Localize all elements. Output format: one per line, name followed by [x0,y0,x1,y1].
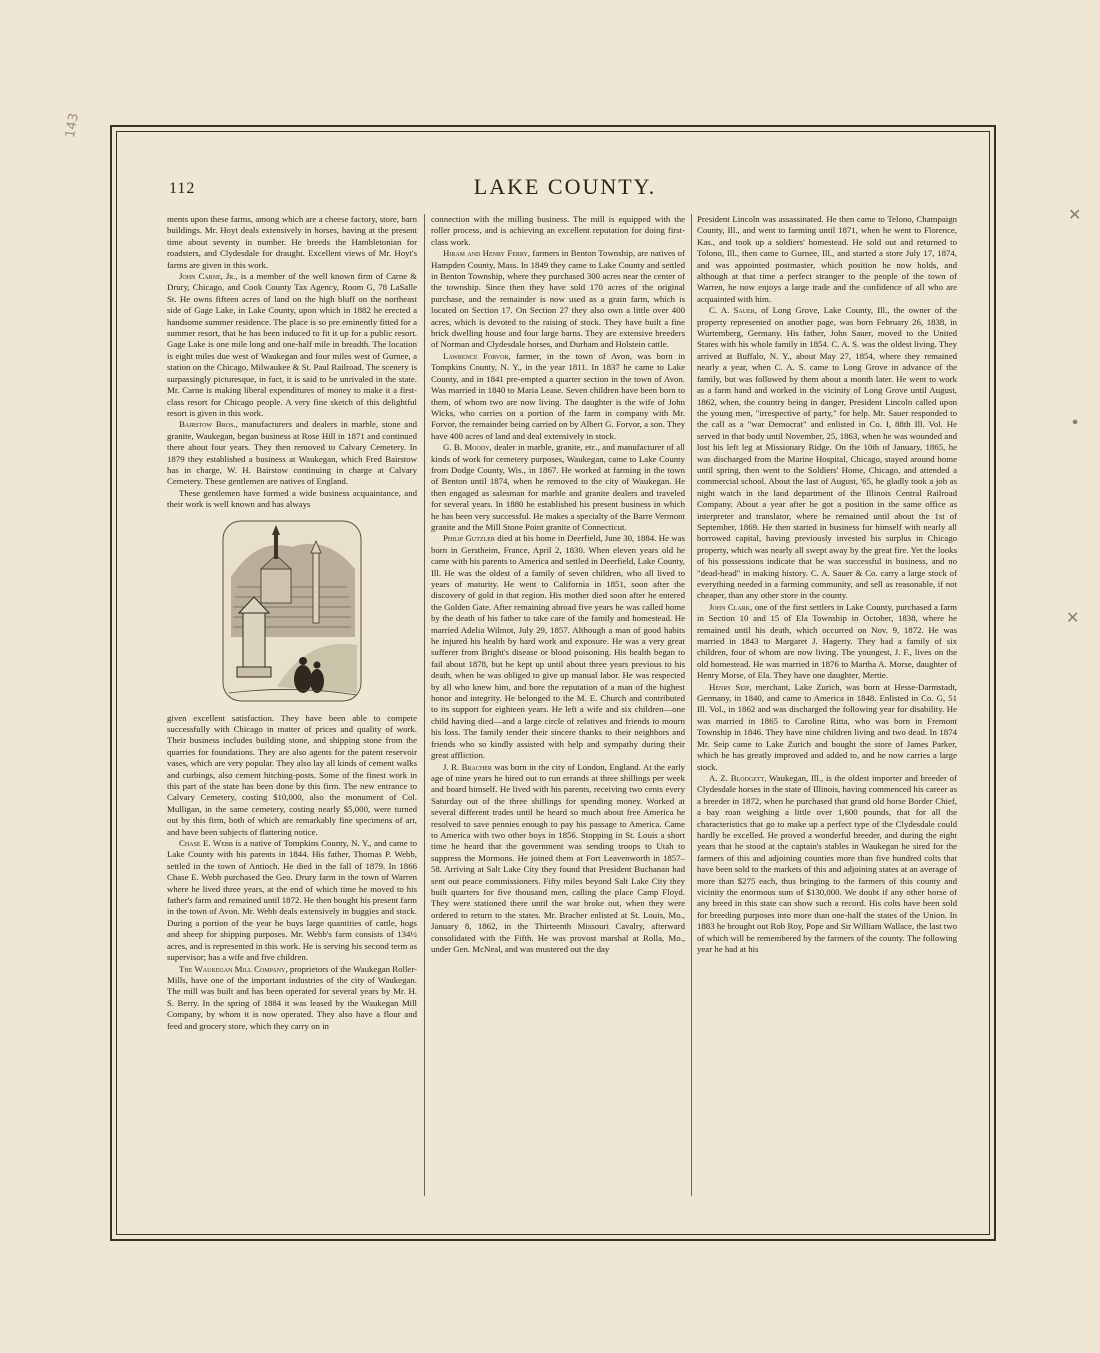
column-3 [697,214,957,1196]
entry-name: Philip Gutzler [443,533,495,544]
entry-text: was born in the city of London, England. At the early age of nine years he hired out to run errands at three shillings per week and board himself. He lived with his parents, receiving two cents every Saturday out of the three shillings for spending money. Worked at several different trades until he heard so much about free America he resolved to save pennies enough to pay his passage to America. Came to America with two other boys in 1856. Stopping in St. Louis a short time he heard that the government was sending troops to Utah to suppress the Mormons. He joined them at Fort Leavenworth in 1857–58. Arriving at Salt Lake City they found that President Buchanan had sent out peace commissioners. Fifty miles beyond Salt Lake City they built quarters for five thousand men, calling the place Camp Floyd. They were stationed there until the war broke out, when they were ordered to return to the states. Mr. Bracher enlisted at St. Louis, Mo., January 8, 1862, in the Thirteenth Missouri Cavalry, afterward consolidated with the Fifth. He was provost marshal at Rolla, Mo., under Gen. McNeal, and was mustered out the day [431,761,685,954]
entry-text: , proprietors of the Waukegan Roller-Mills, have one of the important industries of the city of Waukegan. The mill was built and has been operated for several years by Mr. H. S. Berry. In the spring of 1884 it was leased by the Waukegan Mill Company, by whom it is now operated. They also have a flour and feed and grocery store, which they carry on in [167,963,417,1031]
column-rule [424,214,425,1196]
text-columns [167,214,967,1196]
page-frame [110,125,996,1241]
page-frame-inner [116,131,990,1235]
entry-text: , dealer in marble, granite, etc., and manufacturer of all kinds of work for cemetery purposes, Waukegan, came to Lake County from Dodge County, Wis., in 1867. He worked at farming in the town of Benton until 1874, when he removed to the city of Waukegan. He then engaged as salesman for marble and granite dealers and traveled for several years. In 1880 he established his present business in which he has been very successful. He makes a specialty of the Barre Vermont granite and the Mill Stone Point granite of Connecticut. [431,442,685,532]
entry-text: , manufacturers and dealers in marble, stone and granite, Waukegan, began business at Rose Hill in 1871 and continued there about four years. They then removed to Calvary Cemetery. In 1879 they established a business at Waukegan, which Fred Bairstow has in charge, W. H. Bairstow continuing in charge at Calvary Cemetery. These gentlemen are natives of England. [167,419,417,487]
entry-name: Chase E. Webb [179,838,233,849]
entry-name: C. A. Sauer [709,305,755,316]
paragraph: connection with the milling business. The mill is equipped with the roller process, and is achieving an excellent reputation for doing first-class work. [431,214,685,247]
paragraph [697,602,957,682]
paragraph [431,351,685,442]
paragraph [167,838,417,963]
paragraph [167,271,417,419]
paragraph: given excellent satisfaction. They have been able to compete successfully with Chicago in matter of prices and quality of work. Their business includes building stone, and shipping stone from the quarries for foundations. They are also agents for the patent reservoir vases, which are very popular. They also lay all kinds of cement walks and curbings, also cement hitching-posts. Some of the finest work in this part of the state has been done by this firm. The new entrance to Calvary Cemetery, costing $10,000, also the monument of Col. Mulligan, in the same cemetery, costing nearly $5,000, were turned out by this firm, both of which are remarkably fine specimens of art, and have been subjects of flattering notice. [167,712,417,837]
margin-tab-mark: ✕ [1068,205,1082,224]
entry-name: Henry Seip [709,681,750,692]
paragraph [697,305,957,602]
entry-name: Lawrence Forvor [443,350,509,361]
entry-name: The Waukegan Mill Company [179,963,286,974]
paragraph [431,442,685,533]
entry-text: , Waukegan, Ill., is the oldest importer and breeder of Clydesdale horses in the state of Illinois, having commenced his career as a breeder in 1872, when he purchased that grand old horse Border Chief, a bay roan weighing a little over 1,600 pounds, that for all the characteristics that go to make up a perfect type of the Clydesdale could hardly be excelled. He proved a wonderful breeder, and during the eight years that he stood at the captain's stables in Waukegan he sired for the farmers of this and adjoining counties more than five hundred colts that have been sold to the markets of this and adjoining states at an average of more than $275 each, thus bringing to the farmers of this county and vicinity the enormous sum of $130,000. We doubt if any other horse of any breed in this state can show such a record. His colts have been sold for breeding purposes into more than one-half the states of the Union. In 1883 he brought out Rob Roy, Pope and Sir William Wallace, the last two of which will be remembered by the farmers of the county. The following year he had at his [697,772,957,954]
margin-tab-mark: ∙ [1070,412,1081,431]
entry-text: is a native of Tompkins County, N. Y., and came to Lake County with his parents in 1844. His father, Thomas P. Webb, settled in the town of Antioch. He died in the fall of 1879. In 1866 Chase E. Webb purchased the Geo. Drury farm in the town of Warren where he lived three years, at the end of which time he moved to his father's farm and remained until 1872. He then bought his present farm in the town of Avon. Mr. Webb deals extensively in buggies and stock. During a portion of the year he buys large quantities of cattle, hogs and sheep for shipping purposes. Mr. Webb's farm consists of 134½ acres, and is represented in this work. He is serving his second term as supervisor; has a wife and five children. [167,838,417,963]
entry-name: Bairstow Bros. [179,419,236,430]
entry-text: , farmers in Benton Township, are natives of Hampden County, Mass. In 1849 they came to Lake County and settled in Benton Township, where they purchased 300 acres near the center of the township. Since then they have sold 170 acres of the original purchase, and the remainder is now used as a grain farm, which is located on Section 17. On Section 27 they also own a little over 400 acres, which is devoted to the raising of stock. They have built a fine brick dwelling house and four large barns. They are extensive breeders of Norman and Clydesdale horses, and Durham and Holstein cattle. [431,248,685,350]
entry-name: Hiram and Henry Ferry [443,248,528,259]
entry-name: G. B. Moody [443,442,490,453]
page-number: 112 [169,180,196,197]
entry-name: John Carne, Jr. [179,271,236,282]
paragraph [697,773,957,956]
column-2 [431,214,685,1196]
paragraph [431,762,685,956]
paragraph: President Lincoln was assassinated. He then came to Telono, Champaign County, Ill., and went to farming until 1871, when he went to Florence, Kas., and took up a soldiers' homestead. He sold out and returned to Tolono, Ill., then came to Gurnee, Ill., and started a store July 17, 1874, and was appointed postmaster, which position he now holds, and although at that time a perfect stranger to the people of the town of Warren, he now enjoys a large trade and the confidence of all who are acquainted with him. [697,214,957,304]
cemetery-monument-engraving [217,517,367,705]
running-title: LAKE COUNTY. [473,174,657,199]
margin-pencil-note: 143 [62,111,82,140]
column-1 [167,214,417,1196]
entry-text: died at his home in Deerfield, June 30, 1884. He was born in Gerstheim, France, April 2, 1830. When eleven years old he came with his parents to America and settled in Deerfield, Lake County, Ill. He was the oldest of a family of seven children, who all lived to years of maturity. He went to California in 1851, soon after the discovery of gold in that region. His mother died soon after he entered the Golden Gate. After remaining abroad five years he was called home by the death of his father to take care of the family and homestead. He married Adelia Wilmot, July 29, 1857. Although a man of good habits he injured his health by hard work and exposure. He was a very great sufferer from Bright's disease or blood poisoning. His health began to fail about 1878, but he kept up until about three years previous to his death, when he was obliged to give up manual labor. He was respected by all who knew him, and bore the reputation of a man of the highest honor and integrity. He belonged to the M. E. Church and contributed to its support for eighteen years. He left a wife and six children—one child having died—and a large circle of relatives and friends to mourn his loss. The family tender their sincere thanks to their neighbors and friends who so kindly assisted with help and sympathy during their great affliction. [431,533,685,761]
entry-text: , farmer, in the town of Avon, was born in Tompkins County, N. Y., in the year 1811. In 1837 he came to Lake County, and in 1841 pre-empted a quarter section in the town of Avon. Was married in 1840 to Maria Lease. Seven children have been born to them, of whom two are now living. The daughter is the wife of John Wicks, who carries on a portion of the farm in company with Mr. Forvor, the remainder being carried on by Albert G. Forvor, a son. They have 400 acres of land and deal extensively in stock. [431,350,685,441]
entry-text: , of Long Grove, Lake County, Ill., the owner of the property represented on another page, was born February 26, 1838, in Wurtemberg, Germany. His father, John Sauer, moved to the United States with his whole family in 1854. C. A. S. was the oldest living. They arrived at Buffalo, N. Y., about May 27, 1854, where they remained nearly a year, when C. A. S. came to Long Grove in advance of the family, but was followed by them about a month later. He went to work as a farm hand and worked in the vicinity of Long Grove until August, 1862, when, the country being in danger, President Lincoln called upon the young men, "irrespective of party," for help. Mr. Sauer responded to the call as a "war Democrat" and enlisted in Co. I, 88th Ill. Vol. He served in that body until November, 25, 1863, when he was wounded and lost his left leg at Missionary Ridge. On the 10th of January, 1865, he was discharged from the Marine Hospital, Chicago, stayed around home until spring, then went to the Soldiers' Home, Chicago, and attended a commercial school. About the last of August, '65, he gladly took a job as night watch in the land department of the Illinois Central Railroad Company. About a year after he got a position in the same office as interpreter and translator, where he remained until about the 1st of September, 1869. He then started in business for himself with nearly all borrowed capital, having previously invested his surplus in Chicago property, which was nearly all swept away by the great fire. Yet the looks of his possessions indicate that he was successful in business, and no "dead-head" in making history. C. A. Sauer & Co. carry a large stock of everything needed in a farming community, and sell as reasonable, if not cheaper, than any other store in the county. [697,305,957,601]
paragraph [697,682,957,773]
entry-name: J. R. Bracher [443,761,492,772]
margin-tab-mark: ✕ [1066,608,1080,627]
paragraph [167,964,417,1032]
entry-text: , merchant, Lake Zurich, was born at Hesse-Darmstadt, Germany, in 1840, and came to America in 1848. Enlisted in Co. G, 51 Ill. Vol., in 1862 and was discharged the following year for disability. He was married in 1865 to Caroline Ritta, who was born in Fremont Township in 1846. They have nine children living and two dead. In 1874 Mr. Seip came to Lake Zurich and bought the store of James Parker, which he has greatly improved and added to, and he now carries a large stock. [697,681,957,772]
paragraph [167,419,417,487]
page-header [169,174,961,204]
paragraph: ments upon these farms, among which are a cheese factory, store, barn buildings. Mr. Hoyt deals extensively in horses, having at the present time about seventy in number. He breeds the Hambletonian for roadsters, and Clydesdale for draught. Excellent views of Mr. Hoyt's farms are given in this work. [167,214,417,270]
entry-text: , is a member of the well known firm of Carne & Drury, Chicago, and Cook County Tax Agency, Room G, 78 LaSalle St. He owns fifteen acres of land on the high bluff on the northeast side of Gage Lake, in Lake County, upon which in 1882 he erected a handsome summer residence. The place is so pre eminently fitted for a summer resort, that he has been induced to fit it up for a public resort. Gage Lake is one mile long and one-half mile in breadth. The location is eight miles due west of Waukegan and four miles west of Gurnee, a station on the Chicago, Milwaukee & St. Paul Railroad. The scenery is surpassingly picturesque, in fact, it is said to be unrivaled in the state. Mr. Carne is making liberal expenditures of money to make it a first-class resort for Chicago people. A very fine sketch of this delightful resort is given in this work. [167,271,417,418]
paragraph: These gentlemen have formed a wide business acquaintance, and their work is well known and has always [167,487,417,510]
entry-name: John Clark [709,601,751,612]
entry-name: A. Z. Blodgett [709,772,765,783]
entry-text: , one of the first settlers in Lake County, purchased a farm in Section 10 and 15 of Ela Township in October, 1838, where he remained until his death, which occurred on Nov. 9, 1872. He was married in 1843 to Margaret J. Hagerty. They had a family of six children, four of whom are now living. The youngest, J. F., lives on the old homestead. He was married in 1876 to Martha A. Morse, daughter of Henry Morse, of Ela. They have one daughter, Mertie. [697,601,957,681]
column-rule [691,214,692,1196]
paragraph [431,248,685,351]
paragraph [431,533,685,761]
